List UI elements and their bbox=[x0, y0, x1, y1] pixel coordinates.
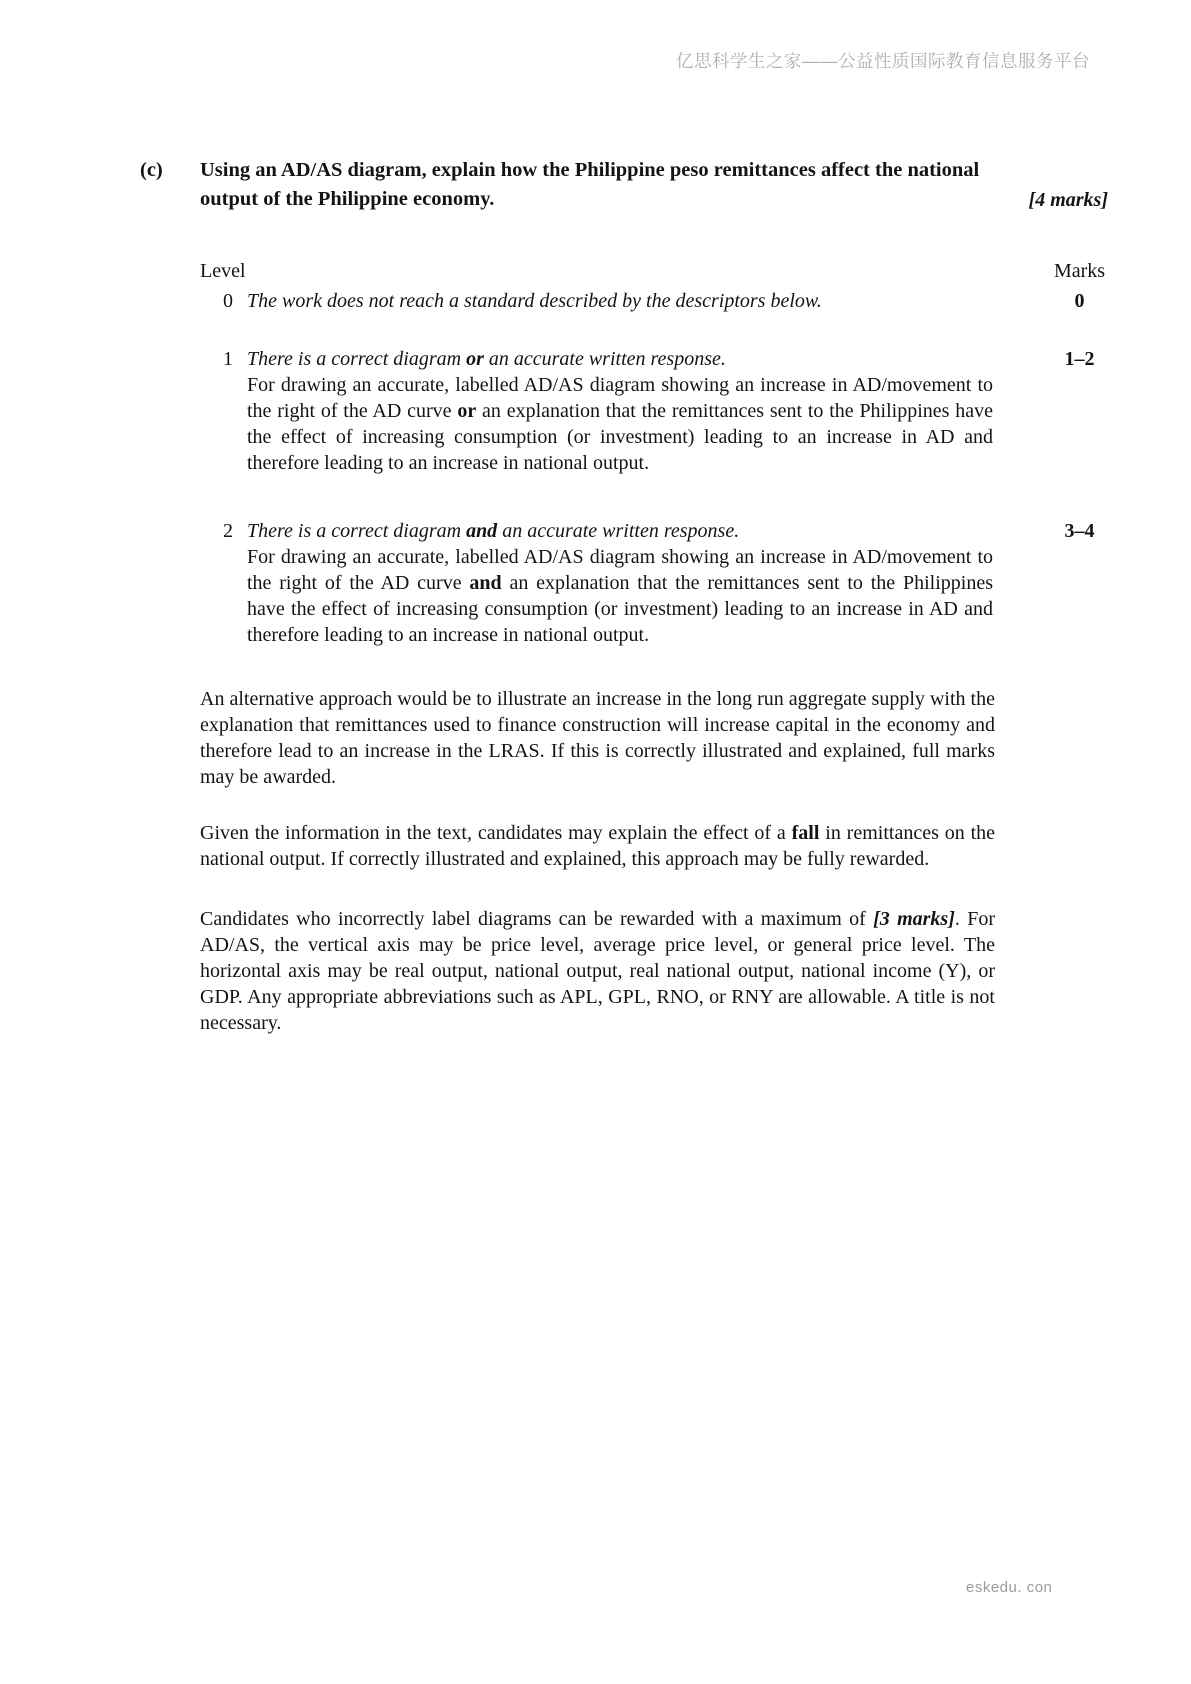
note-paragraph bbox=[200, 820, 995, 872]
detail-text: an explanation that the remittances sent to the Philippines have the effect of increasing consumption (or investment) leading to an increase in AD and therefore leading to an increase in national output. bbox=[247, 572, 994, 646]
rubric bbox=[200, 258, 1110, 648]
note-emphasis: [3 marks] bbox=[873, 908, 955, 930]
level-descriptor bbox=[247, 288, 993, 314]
note-paragraph bbox=[200, 906, 995, 1036]
level-row bbox=[200, 518, 1110, 648]
document-body bbox=[140, 156, 1110, 1036]
note-text: . For AD/AS, the vertical axis may be price level, average price level, or general price level. The horizontal axis may be real output, national output, real national output, national income (Y), or GDP. Any appropriate abbreviations such as APL, GPL, RNO, or RNY are allowable. A title is not necessary. bbox=[200, 908, 995, 1034]
question-heading bbox=[140, 156, 1110, 214]
note-text: An alternative approach would be to illustrate an increase in the long run aggregate supply with the explanation that remittances used to finance construction will increase capital in the economy and therefore lead to an increase in the LRAS. If this is correctly illustrated and explained, full marks may be awarded. bbox=[200, 688, 995, 788]
detail-text: For drawing an accurate, labelled AD/AS diagram showing an increase in AD/movement to the right of the AD curve bbox=[247, 374, 993, 422]
note-text: in remittances on the national output. If correctly illustrated and explained, this approach may be fully rewarded. bbox=[200, 822, 996, 870]
descriptor-text: an accurate written response. bbox=[497, 520, 740, 542]
site-banner: 亿思科学生之家——公益性质国际教育信息服务平台 bbox=[676, 51, 1090, 71]
level-number: 0 bbox=[223, 290, 233, 312]
descriptor-text: The work does not reach a standard described by the descriptors below. bbox=[247, 290, 822, 312]
level-row bbox=[200, 346, 1110, 476]
descriptor-text: There is a correct diagram bbox=[247, 520, 467, 542]
level-header-label: Level bbox=[200, 260, 246, 282]
detail-emphasis: or bbox=[457, 400, 477, 422]
level-detail bbox=[247, 372, 993, 476]
level-descriptor bbox=[247, 346, 993, 372]
descriptor-text: There is a correct diagram bbox=[247, 348, 467, 370]
question-label: (c) bbox=[140, 159, 163, 181]
watermark: eskedu. con bbox=[966, 1579, 1053, 1596]
question-title-wrap bbox=[200, 156, 1110, 214]
detail-emphasis: and bbox=[469, 572, 502, 594]
level-row bbox=[200, 288, 1110, 314]
level-marks: 1–2 bbox=[1064, 348, 1095, 370]
note-paragraph bbox=[200, 686, 995, 790]
level-number: 1 bbox=[223, 348, 233, 370]
note-text: Candidates who incorrectly label diagrams can be rewarded with a maximum of bbox=[200, 908, 874, 930]
descriptor-text: an accurate written response. bbox=[483, 348, 726, 370]
rubric-header bbox=[200, 258, 1110, 284]
level-detail bbox=[247, 544, 993, 648]
marks-header-label: Marks bbox=[1053, 260, 1106, 282]
level-descriptor bbox=[247, 518, 993, 544]
detail-text: an explanation that the remittances sent to the Philippines have the effect of increasing consumption (or investment) leading to an increase in AD and therefore leading to an increase in national output. bbox=[247, 400, 994, 474]
question-marks-tag: [4 marks] bbox=[1028, 189, 1108, 211]
question-title: Using an AD/AS diagram, explain how the Philippine peso remittances affect the national output of the Philippine economy. bbox=[200, 159, 980, 210]
descriptor-emphasis: or bbox=[466, 348, 484, 370]
descriptor-emphasis: and bbox=[466, 520, 498, 542]
note-text: Given the information in the text, candidates may explain the effect of a bbox=[200, 822, 792, 844]
note-emphasis: fall bbox=[791, 822, 820, 844]
detail-text: For drawing an accurate, labelled AD/AS diagram showing an increase in AD/movement to the right of the AD curve bbox=[247, 546, 993, 594]
level-number: 2 bbox=[223, 520, 233, 542]
level-marks: 0 bbox=[1074, 290, 1085, 312]
level-marks: 3–4 bbox=[1064, 520, 1095, 542]
